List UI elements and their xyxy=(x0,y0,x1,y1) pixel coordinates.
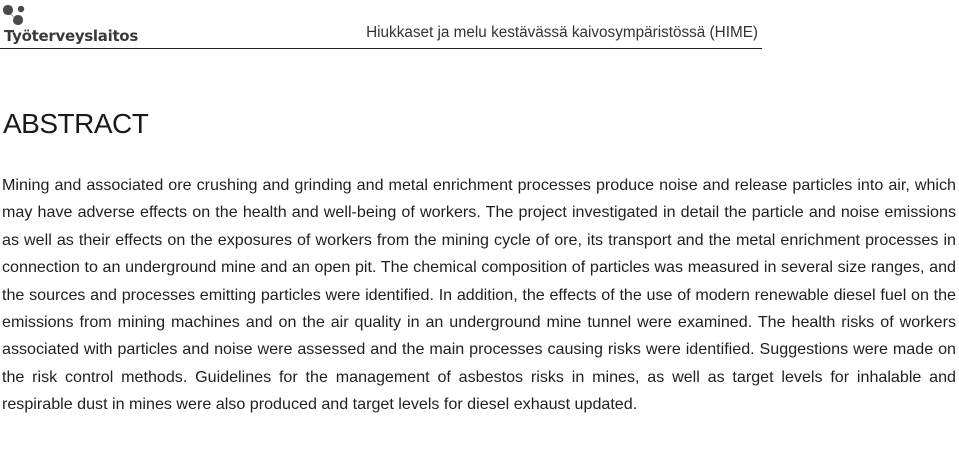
section-heading: ABSTRACT xyxy=(3,108,149,139)
document-title: Hiukkaset ja melu kestävässä kaivosympäristössä (HIME) xyxy=(366,24,758,41)
page-header xyxy=(0,0,959,52)
header-divider xyxy=(0,48,762,49)
abstract-body: Mining and associated ore crushing and grinding and metal enrichment processes produce noise and release particles into air, which may have adverse effects on the health and well-being of workers. The project investigated in detail the particle and noise emissions as well as their effects on the exposures of workers from the mining cycle of ore, its transport and the metal enrichment processes in connection to an underground mine and an open pit. The chemical composition of particles was measured in several size ranges, and the sources and processes emitting particles were identified. In addition, the effects of the use of modern renewable diesel fuel on the emissions from mining machines and on the air quality in an underground mine tunnel were examined. The health risks of workers associated with particles and noise were assessed and the main processes causing risks were identified. Suggestions were made on the risk control methods. Guidelines for the management of asbestos risks in mines, as well as target levels for inhalable and respirable dust in mines were also produced and target levels for diesel exhaust updated. xyxy=(2,176,956,414)
logo-wordmark: Työterveyslaitos xyxy=(4,27,138,45)
